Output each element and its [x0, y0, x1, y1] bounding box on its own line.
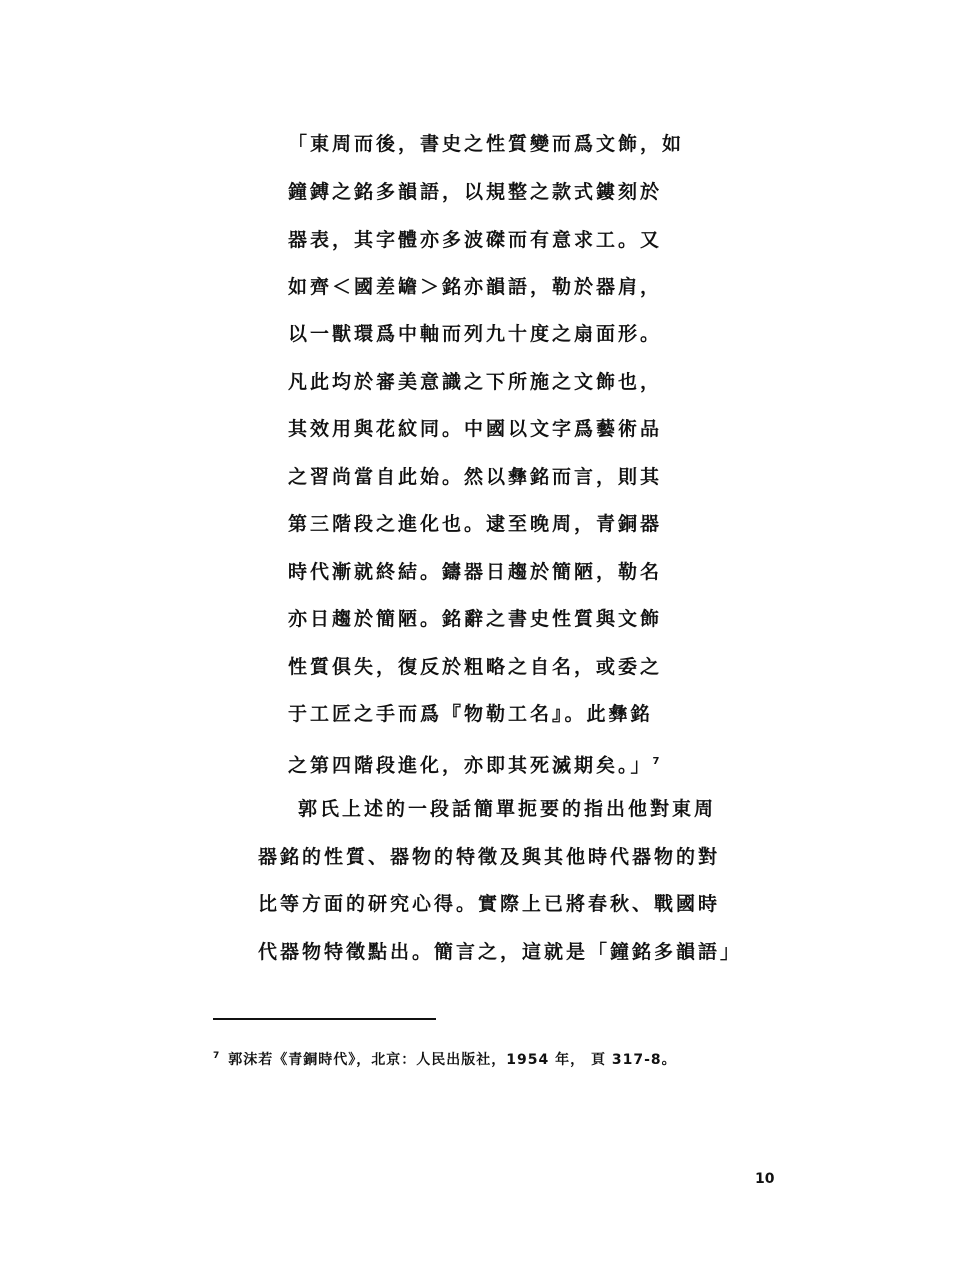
quote-line-13: 于工匠之手而爲『物勒工名』。此彝銘 [288, 703, 653, 725]
quote-line-1: 「東周而後，書史之性質變而爲文飾，如 [288, 133, 685, 155]
quote-line-10: 時代漸就終結。鑄器日趨於簡陋，勒名 [288, 561, 663, 583]
quote-line-8: 之習尚當自此始。然以彝銘而言，則其 [288, 466, 663, 488]
quote-line-4: 如齊＜國差𦉜＞銘亦韻語，勒於器肩， [288, 276, 663, 298]
paragraph-line-2: 器銘的性質、器物的特徵及與其他時代器物的對 [258, 846, 721, 868]
footnote-reference-mark: 7 [652, 756, 660, 767]
paragraph-line-4: 代器物特徵點出。簡言之，這就是「鐘銘多韻語」 [258, 941, 743, 963]
quote-line-11: 亦日趨於簡陋。銘辭之書史性質與文飾 [288, 608, 663, 630]
footnote [213, 1049, 677, 1069]
footnote-separator [213, 1018, 436, 1020]
quote-line-12: 性質俱失，復反於粗略之自名，或委之 [288, 656, 663, 678]
quote-line-14-text: 之第四階段進化，亦即其死滅期矣。」 [288, 754, 653, 777]
paragraph-line-3: 比等方面的研究心得。實際上已將春秋、戰國時 [258, 893, 721, 915]
paragraph-line-1: 郭氏上述的一段話簡單扼要的指出他對東周 [298, 798, 717, 820]
quote-line-14 [288, 750, 659, 777]
footnote-text: 郭沫若《青銅時代》，北京：人民出版社，1954 年， 頁 317-8。 [228, 1052, 677, 1068]
quote-line-9: 第三階段之進化也。逮至晚周，青銅器 [288, 513, 663, 535]
quote-line-2: 鐘鎛之銘多韻語，以規整之款式鏤刻於 [288, 181, 663, 203]
quote-line-6: 凡此均於審美意識之下所施之文飾也， [288, 371, 663, 393]
quote-line-7: 其效用與花紋同。中國以文字爲藝術品 [288, 418, 663, 440]
footnote-mark: 7 [213, 1051, 221, 1062]
page-number: 10 [755, 1171, 775, 1187]
quote-line-3: 器表，其字體亦多波磔而有意求工。又 [288, 229, 663, 251]
quote-line-5: 以一獸環爲中軸而列九十度之扇面形。 [288, 323, 663, 345]
